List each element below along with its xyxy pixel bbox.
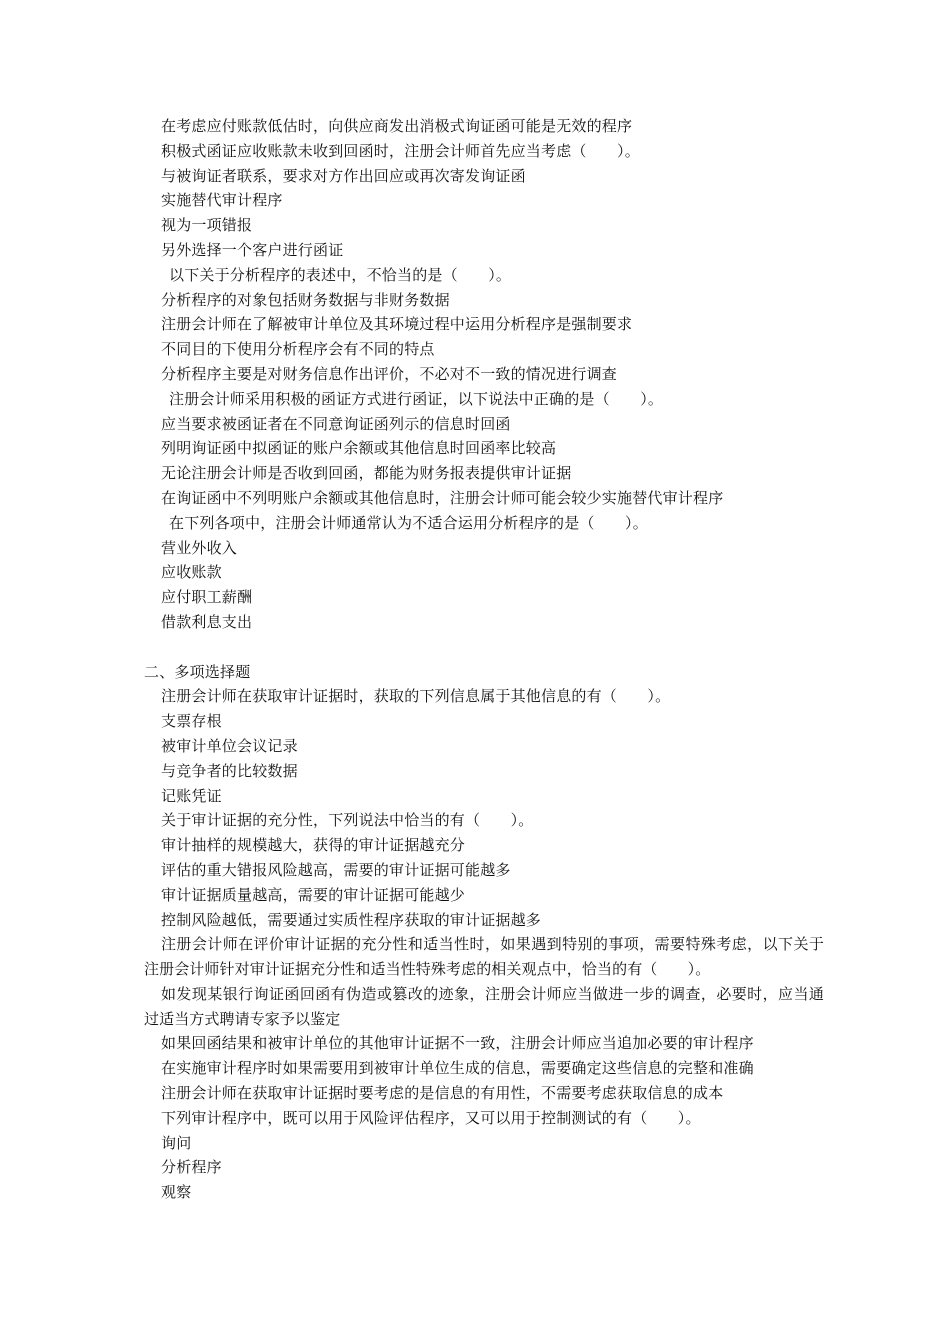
option-line: 不同目的下使用分析程序会有不同的特点	[161, 340, 435, 359]
option-line: 注册会计师在获取审计证据时要考虑的是信息的有用性，不需要考虑获取信息的成本	[161, 1084, 724, 1103]
question-line: 下列审计程序中，既可以用于风险评估程序，又可以用于控制测试的有（ ）。	[161, 1108, 701, 1127]
option-line: 分析程序的对象包括财务数据与非财务数据	[161, 290, 450, 309]
option-line: 另外选择一个客户进行函证	[161, 240, 344, 259]
question-line: 积极式函证应收账款未收到回函时，注册会计师首先应当考虑（ ）。	[161, 141, 640, 160]
option-line: 审计抽样的规模越大，获得的审计证据越充分	[161, 836, 466, 855]
option-line: 询问	[161, 1133, 192, 1152]
question-line: 关于审计证据的充分性，下列说法中恰当的有（ ）。	[161, 811, 534, 830]
option-line: 在实施审计程序时如果需要用到被审计单位生成的信息，需要确定这些信息的完整和准确	[161, 1059, 754, 1078]
option-line: 与竞争者的比较数据	[161, 761, 298, 780]
question-paragraph: 注册会计师在评价审计证据的充分性和适当性时，如果遇到特别的事项，需要特殊考虑，以下关于注册会计师针对审计证据充分性和适当性特殊考虑的相关观点中，恰当的有（ ）。	[144, 935, 824, 979]
option-line: 支票存根	[161, 712, 222, 731]
question-line: 注册会计师在获取审计证据时，获取的下列信息属于其他信息的有（ ）。	[161, 687, 671, 706]
option-line: 被审计单位会议记录	[161, 736, 298, 755]
option-line: 在询证函中不列明账户余额或其他信息时，注册会计师可能会较少实施替代审计程序	[161, 488, 724, 507]
option-line: 注册会计师在了解被审计单位及其环境过程中运用分析程序是强制要求	[161, 315, 633, 334]
option-line: 与被询证者联系，要求对方作出回应或再次寄发询证函	[161, 166, 526, 185]
option-line: 应付职工薪酬	[161, 588, 253, 607]
option-line: 无论注册会计师是否收到回函，都能为财务报表提供审计证据	[161, 464, 572, 483]
document-body	[144, 114, 824, 1205]
option-line: 应当要求被函证者在不同意询证函列示的信息时回函	[161, 414, 511, 433]
option-line: 列明询证函中拟函证的账户余额或其他信息时回函率比较高	[161, 439, 557, 458]
question-line: 以下关于分析程序的表述中，不恰当的是（ ）。	[169, 265, 512, 284]
option-line: 在考虑应付账款低估时，向供应商发出消极式询证函可能是无效的程序	[161, 117, 633, 135]
question-line: 注册会计师采用积极的函证方式进行函证，以下说法中正确的是（ ）。	[169, 389, 664, 408]
option-line: 观察	[161, 1183, 192, 1202]
option-line: 营业外收入	[161, 538, 238, 557]
option-line: 控制风险越低，需要通过实质性程序获取的审计证据越多	[161, 910, 542, 929]
option-line: 记账凭证	[161, 786, 222, 805]
question-line: 在下列各项中，注册会计师通常认为不适合运用分析程序的是（ ）。	[169, 513, 648, 532]
option-line: 分析程序	[161, 1158, 222, 1177]
option-line: 实施替代审计程序	[161, 191, 283, 210]
option-paragraph: 如发现某银行询证函回函有伪造或篡改的迹象，注册会计师应当做进一步的调查，必要时，应当通过适当方式聘请专家予以鉴定	[144, 984, 824, 1028]
option-line: 视为一项错报	[161, 216, 253, 235]
option-line: 分析程序主要是对财务信息作出评价，不必对不一致的情况进行调查	[161, 364, 618, 383]
option-line: 应收账款	[161, 563, 222, 582]
section-heading: 二、多项选择题	[144, 662, 251, 681]
blank-line	[144, 635, 824, 660]
option-line: 审计证据质量越高，需要的审计证据可能越少	[161, 885, 466, 904]
option-line: 借款利息支出	[161, 612, 253, 631]
option-line: 如果回函结果和被审计单位的其他审计证据不一致，注册会计师应当追加必要的审计程序	[161, 1034, 754, 1053]
option-line: 评估的重大错报风险越高，需要的审计证据可能越多	[161, 860, 511, 879]
